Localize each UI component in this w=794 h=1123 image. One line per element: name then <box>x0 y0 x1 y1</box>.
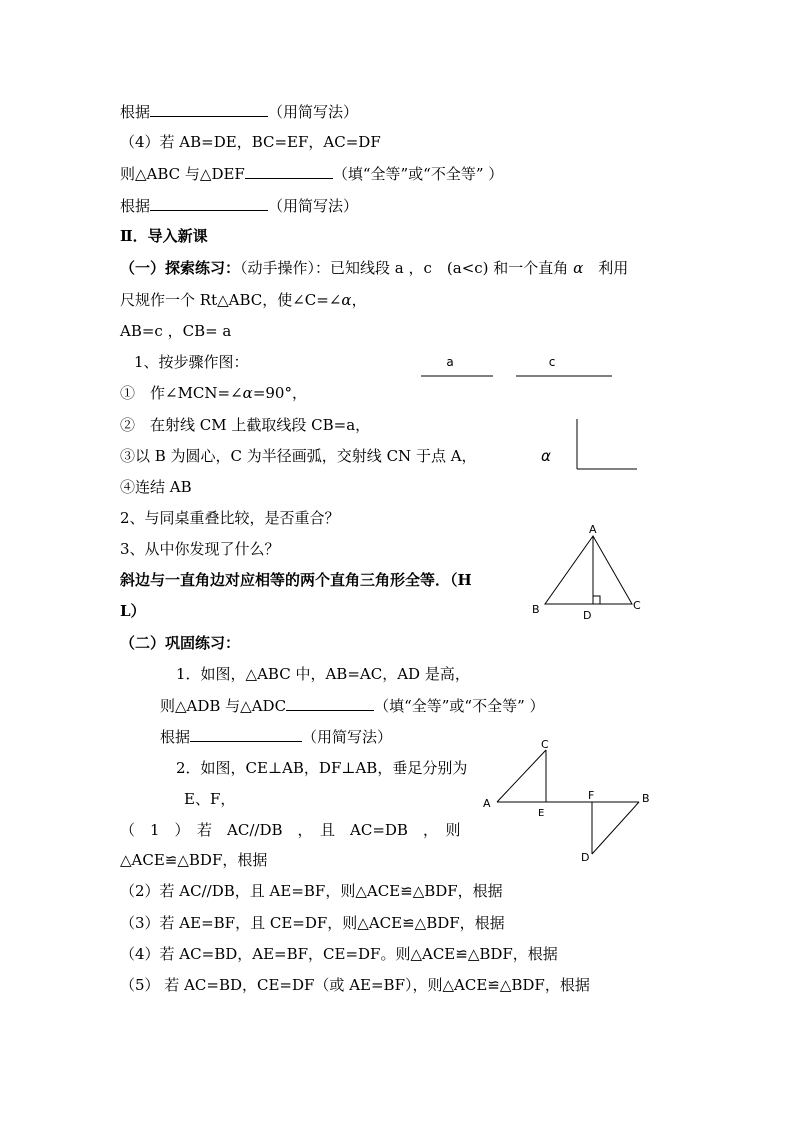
hl-theorem: 斜边与一直角边对应相等的两个直角三角形全等．（H <box>120 571 472 589</box>
label-e: E <box>538 808 545 819</box>
label-c: C <box>633 599 641 612</box>
question-2: 2、与同桌重叠比较，是否重合？ <box>120 509 340 527</box>
exercise-1-line-2: 则△ADB 与△ADC （填“全等”或“不全等” ） <box>160 697 545 715</box>
label-c: C <box>541 738 549 751</box>
triangle-abc <box>545 536 632 604</box>
answer-blank[interactable] <box>245 163 333 179</box>
answer-blank[interactable] <box>150 195 268 211</box>
segment-a-label: a <box>446 355 454 369</box>
segment-figure <box>415 350 620 382</box>
segment-db <box>592 802 639 854</box>
question-3: 3、从中你发现了什么？ <box>120 540 280 558</box>
exercise-2-q4: （4）若 AC=BD，AE=BF，CE=DF。则△ACE≌△BDF，根据 <box>120 945 558 963</box>
step-2: ② 在射线 CM 上截取线段 CB=a， <box>120 416 371 434</box>
step-3: ③以 B 为圆心，C 为半径画弧，交射线 CN 于点 A， <box>120 447 477 465</box>
right-angle-mark <box>593 596 600 604</box>
hl-theorem-cont: L） <box>120 602 146 620</box>
exercise-2-line-2: E、F， <box>184 790 236 808</box>
label-b: B <box>642 792 650 805</box>
label-d: D <box>581 851 590 864</box>
exercise-1-line-1: 1．如图，△ABC 中，AB=AC，AD 是高， <box>176 665 470 683</box>
label-b: B <box>532 603 540 616</box>
exercise-1-line-3: 根据 （用简写法） <box>160 728 393 746</box>
exploration-intro: （一）探索练习：（动手操作）：已知线段 a ，c (a<c) 和一个直角 α 利用 <box>120 259 629 277</box>
exercise-2-q2: （2）若 AC//DB，且 AE=BF，则△ACE≌△BDF，根据 <box>120 882 503 900</box>
reason-line-1: 根据 （用简写法） <box>120 103 359 121</box>
label-d: D <box>583 609 592 622</box>
reason-line-2: 根据 （用简写法） <box>120 197 359 215</box>
exercise-2-q3: （3）若 AE=BF，且 CE=DF，则△ACE≌△BDF，根据 <box>120 914 505 932</box>
exercise-2-q5: （5） 若 AC=BD，CE=DF（或 AE=BF），则△ACE≌△BDF，根据 <box>120 976 590 994</box>
right-angle-figure <box>535 415 645 475</box>
exercise-2-figure <box>480 735 660 870</box>
triangle-abc-figure <box>525 518 650 623</box>
step-1: ① 作∠MCN=∠α=90°， <box>120 384 307 402</box>
exercise-2-line-1: 2．如图，CE⊥AB，DF⊥AB，垂足分别为 <box>176 759 468 777</box>
label-f: F <box>588 789 595 802</box>
answer-blank[interactable] <box>190 726 302 742</box>
answer-blank[interactable] <box>286 695 374 711</box>
segment-ac <box>497 750 546 802</box>
congruence-question: 则△ABC 与△DEF （填“全等”或“不全等” ） <box>120 165 504 183</box>
exercise-2-q1-line-2: △ACE≌△BDF，根据 <box>120 851 268 869</box>
exercise-2-q1-line-1: （ 1 ） 若 AC//DB ， 且 AC=DB ， 则 <box>120 821 461 839</box>
label-a: A <box>483 797 491 810</box>
section-heading: Ⅱ．导入新课 <box>120 227 208 245</box>
steps-heading: 1、按步骤作图： <box>134 353 249 371</box>
step-4: ④连结 AB <box>120 478 192 496</box>
condition-4: （4）若 AB=DE，BC=EF，AC=DF <box>120 133 381 151</box>
label-a: A <box>589 523 597 536</box>
exploration-line-3: AB=c ，CB= a <box>120 322 232 340</box>
practice-heading: （二）巩固练习： <box>120 634 241 652</box>
segment-c-label: c <box>548 355 556 369</box>
answer-blank[interactable] <box>150 101 268 117</box>
exploration-line-2: 尺规作一个 Rt△ABC，使∠C=∠α， <box>120 291 367 309</box>
alpha-label: α <box>541 447 551 465</box>
